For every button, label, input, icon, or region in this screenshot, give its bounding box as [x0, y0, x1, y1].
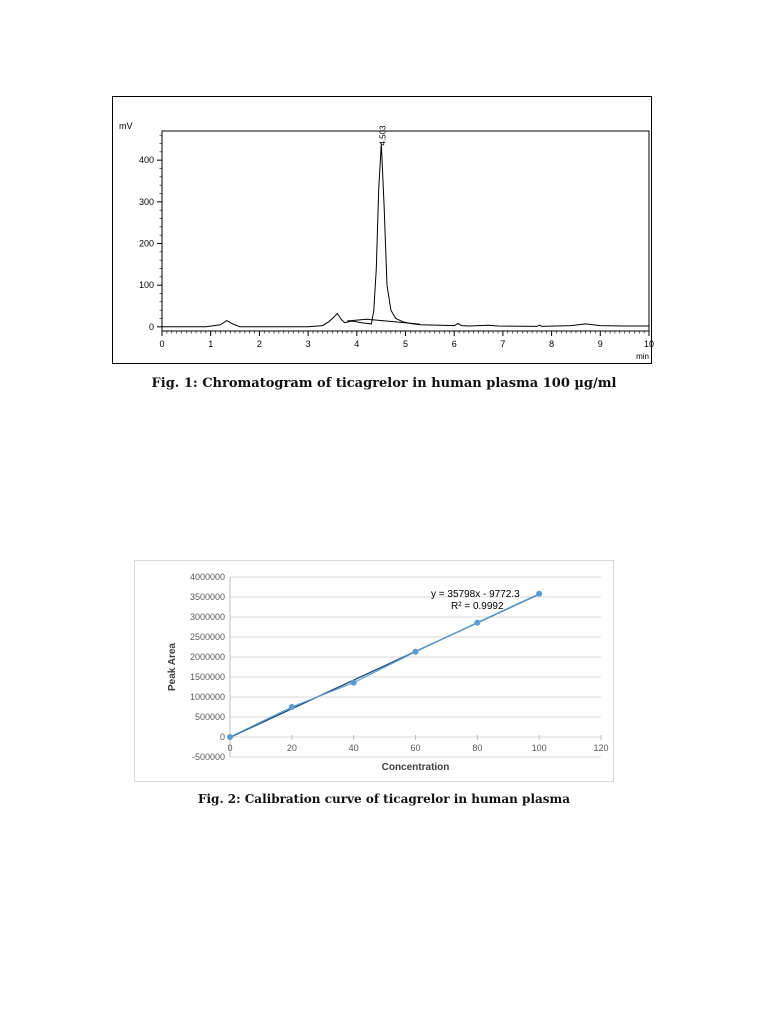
- x-tick-label: 9: [597, 339, 603, 349]
- fig1-caption: Fig. 1: Chromatogram of ticagrelor in human plasma 100 µg/ml: [151, 376, 617, 391]
- calibration-chart: [135, 561, 613, 781]
- data-point: [351, 680, 357, 686]
- chromatogram-chart: [113, 97, 655, 363]
- x-tick-label: 60: [410, 743, 421, 753]
- y-tick-label: 2000000: [189, 652, 225, 662]
- x-tick-label: 7: [500, 339, 506, 349]
- y-tick-label: 1000000: [189, 692, 225, 702]
- r-squared-label: R² = 0.9992: [451, 601, 504, 612]
- y-axis-title: Peak Area: [167, 643, 178, 691]
- y-tick-label: 500000: [194, 712, 225, 722]
- x-tick-label: 10: [643, 339, 655, 349]
- x-tick-label: 0: [227, 743, 233, 753]
- calibration-frame: [134, 560, 614, 782]
- x-tick-label: 4: [354, 339, 360, 349]
- data-point: [536, 591, 542, 597]
- x-tick-label: 120: [593, 743, 609, 753]
- x-tick-label: 20: [286, 743, 297, 753]
- y-tick-label: 400: [138, 155, 154, 166]
- plot-area: [162, 131, 649, 331]
- x-tick-label: 2: [256, 339, 262, 349]
- data-point: [474, 620, 480, 626]
- y-tick-label: 100: [138, 280, 154, 291]
- y-tick-label: 0: [148, 321, 154, 332]
- peak-label: 4.503: [378, 125, 388, 146]
- y-tick-label: 3000000: [189, 612, 225, 622]
- data-point: [227, 734, 233, 740]
- data-point: [289, 704, 295, 710]
- x-tick-label: 6: [451, 339, 457, 349]
- y-tick-label: 0: [219, 732, 225, 742]
- trendline-equation: y = 35798x - 9772.3: [431, 589, 520, 600]
- chromatogram-trace: [162, 144, 649, 327]
- y-tick-label: 2500000: [189, 632, 225, 642]
- y-tick-label: 300: [138, 196, 154, 207]
- y-tick-label: 3500000: [189, 592, 225, 602]
- x-tick-label: 0: [159, 339, 165, 349]
- y-tick-label: -500000: [191, 752, 225, 762]
- x-tick-label: 80: [472, 743, 483, 753]
- x-axis-title: Concentration: [381, 762, 450, 773]
- chromatogram-frame: [112, 96, 655, 364]
- y-tick-label: 200: [138, 238, 154, 249]
- x-tick-label: 5: [402, 339, 409, 349]
- x-axis-unit: min: [636, 352, 649, 361]
- y-axis-unit: mV: [119, 121, 133, 131]
- x-tick-label: 8: [549, 339, 555, 349]
- y-tick-label: 4000000: [189, 572, 225, 582]
- x-tick-label: 40: [348, 743, 359, 753]
- x-tick-label: 100: [531, 743, 547, 753]
- data-point: [413, 649, 419, 655]
- fig2-caption: Fig. 2: Calibration curve of ticagrelor in human plasma: [197, 792, 571, 806]
- x-tick-label: 3: [305, 339, 311, 349]
- x-tick-label: 1: [208, 339, 214, 349]
- y-tick-label: 1500000: [189, 672, 225, 682]
